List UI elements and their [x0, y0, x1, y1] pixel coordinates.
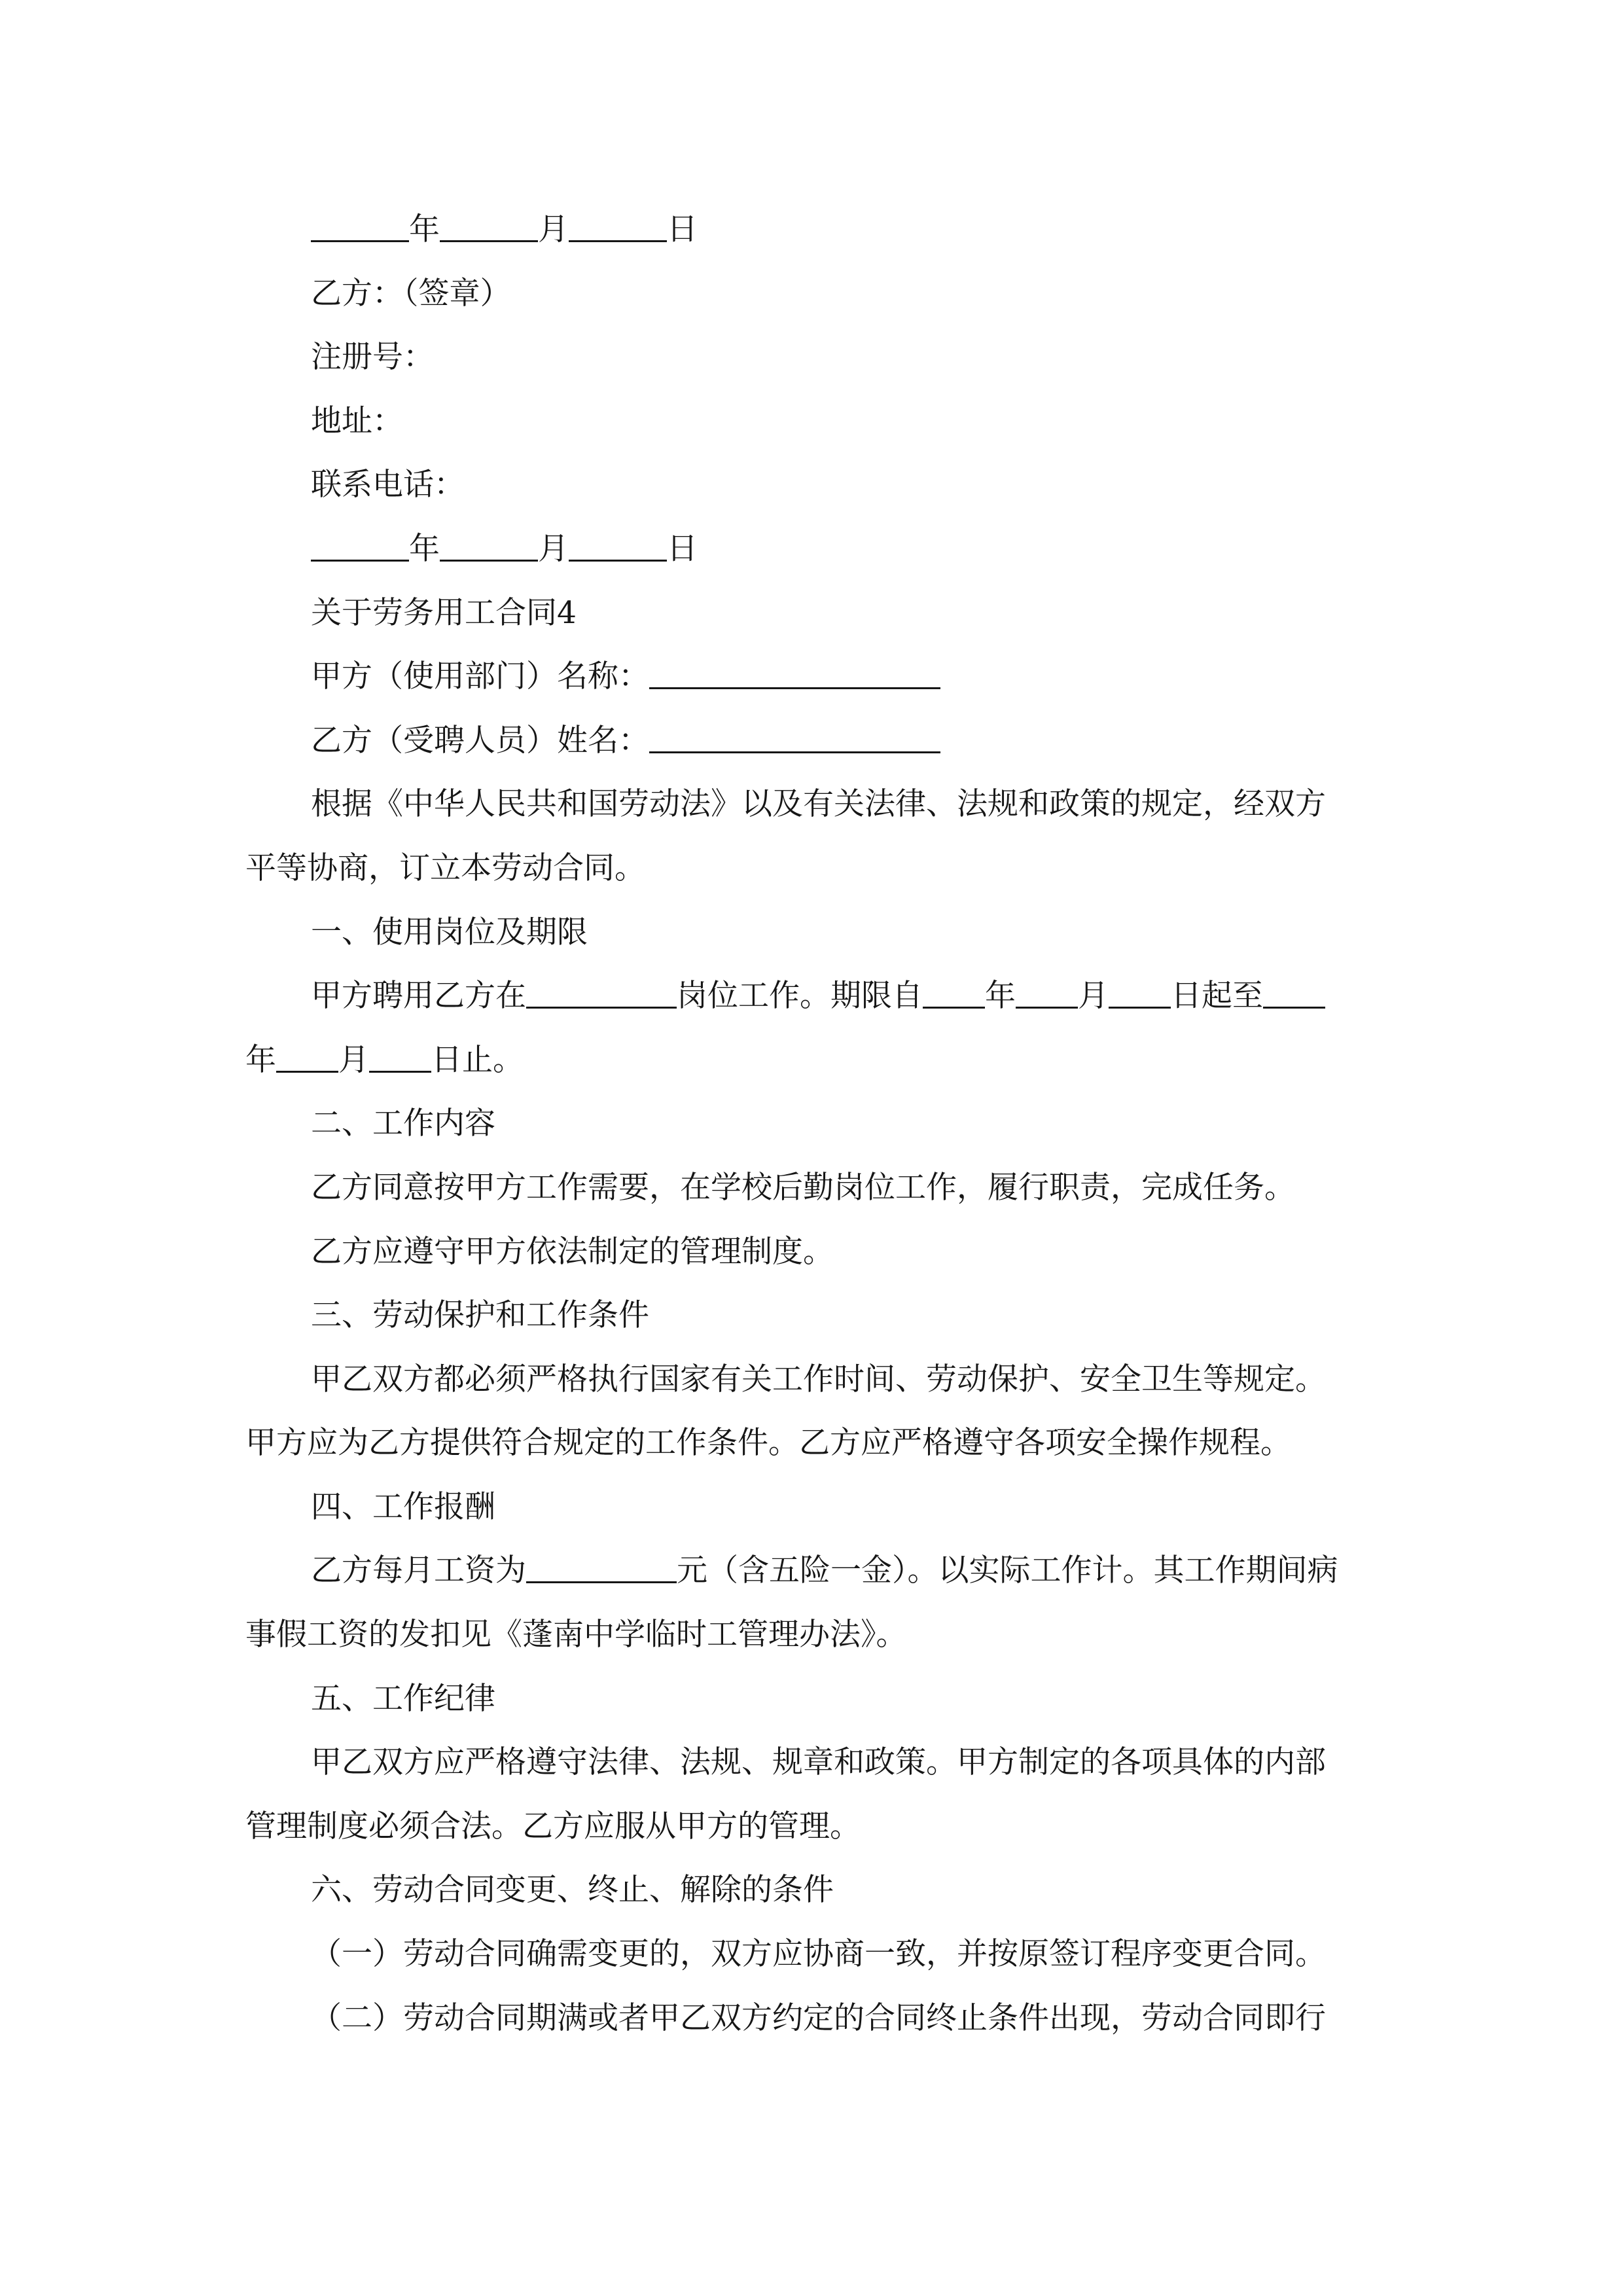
fill-in-blank[interactable] [923, 973, 985, 1009]
line-text: 地址： [311, 403, 403, 439]
text-line [245, 453, 1381, 517]
field-label: 甲方（使用部门）名称： [311, 658, 649, 695]
year-label: 年 [409, 211, 440, 247]
date-line [245, 198, 1381, 262]
text-line [245, 389, 1381, 454]
contract-body [245, 198, 1381, 2050]
term-text: 甲方聘用乙方在 [311, 978, 526, 1014]
line-text: 四、工作报酬 [311, 1488, 495, 1525]
line-text: 事假工资的发扣见《蓬南中学临时工管理办法》。 [245, 1617, 907, 1653]
fill-in-blank[interactable] [526, 973, 677, 1009]
fill-in-blank[interactable] [311, 526, 409, 562]
date-line [245, 517, 1381, 581]
term-text: 岗位工作。期限自 [677, 978, 923, 1014]
day-label: 日 [667, 530, 698, 567]
fill-in-blank[interactable] [440, 526, 538, 562]
text-line [245, 581, 1381, 645]
salary-text: 元（含五险一金）。以实际工作计。其工作期间病 [677, 1552, 1338, 1589]
day-label: 日 [667, 211, 698, 247]
year-label: 年 [985, 978, 1016, 1014]
text-line [245, 1348, 1381, 1412]
text-line [245, 262, 1381, 326]
line-text: 甲方应为乙方提供符合规定的工作条件。乙方应严格遵守各项安全操作规程。 [245, 1425, 1291, 1462]
fill-in-blank[interactable] [1016, 973, 1078, 1009]
line-text: 关于劳务用工合同4 [311, 594, 577, 631]
text-line [245, 1667, 1381, 1731]
text-line [245, 1922, 1381, 1986]
continuation-line [245, 1411, 1381, 1475]
fill-in-blank[interactable] [569, 206, 667, 242]
line-text: 乙方应遵守甲方依法制定的管理制度。 [311, 1233, 834, 1270]
text-line [245, 1283, 1381, 1348]
fill-in-blank[interactable] [526, 1547, 677, 1583]
month-label: 月 [1078, 978, 1109, 1014]
text-line [245, 1092, 1381, 1156]
text-line [245, 772, 1381, 836]
line-text: （一）劳动合同确需变更的，双方应协商一致，并按原签订程序变更合同。 [311, 1936, 1326, 1973]
text-line [245, 1731, 1381, 1795]
continuation-line [245, 1795, 1381, 1859]
term-text: 日止。 [431, 1041, 524, 1078]
text-line [245, 325, 1381, 389]
fill-in-blank[interactable] [649, 717, 940, 753]
term-text: 日起至 [1171, 978, 1263, 1014]
year-label: 年 [245, 1041, 276, 1078]
line-text: 乙方同意按甲方工作需要，在学校后勤岗位工作，履行职责，完成任务。 [311, 1169, 1295, 1206]
fill-in-blank[interactable] [369, 1037, 431, 1073]
field-label: 乙方（受聘人员）姓名： [311, 722, 649, 759]
fill-in-blank[interactable] [569, 526, 667, 562]
continuation-line [245, 836, 1381, 901]
line-text: 六、劳动合同变更、终止、解除的条件 [311, 1872, 834, 1909]
year-label: 年 [409, 530, 440, 567]
text-line [245, 901, 1381, 965]
term-line [245, 964, 1381, 1028]
line-text: 二、工作内容 [311, 1105, 495, 1142]
field-line [245, 709, 1381, 773]
fill-in-blank[interactable] [1109, 973, 1171, 1009]
month-label: 月 [538, 211, 569, 247]
line-text: 平等协商，订立本劳动合同。 [245, 850, 645, 886]
salary-text: 乙方每月工资为 [311, 1552, 526, 1589]
line-text: （二）劳动合同期满或者甲乙双方约定的合同终止条件出现，劳动合同即行 [311, 2000, 1326, 2036]
continuation-line [245, 1603, 1381, 1667]
fill-in-blank[interactable] [311, 206, 409, 242]
field-line [245, 645, 1381, 709]
month-label: 月 [338, 1041, 369, 1078]
line-text: 管理制度必须合法。乙方应服从甲方的管理。 [245, 1808, 861, 1844]
line-text: 一、使用岗位及期限 [311, 914, 588, 950]
line-text: 甲乙双方应严格遵守法律、法规、规章和政策。甲方制定的各项具体的内部 [311, 1744, 1326, 1781]
term-line-end [245, 1028, 1381, 1092]
fill-in-blank[interactable] [440, 206, 538, 242]
salary-line [245, 1539, 1381, 1603]
fill-in-blank[interactable] [276, 1037, 338, 1073]
text-line [245, 1475, 1381, 1539]
line-text: 甲乙双方都必须严格执行国家有关工作时间、劳动保护、安全卫生等规定。 [311, 1361, 1326, 1397]
fill-in-blank[interactable] [1263, 973, 1325, 1009]
month-label: 月 [538, 530, 569, 567]
line-text: 根据《中华人民共和国劳动法》以及有关法律、法规和政策的规定，经双方 [311, 786, 1326, 823]
text-line [245, 1858, 1381, 1922]
text-line [245, 1220, 1381, 1284]
text-line [245, 1156, 1381, 1220]
fill-in-blank[interactable] [649, 653, 940, 689]
line-text: 三、劳动保护和工作条件 [311, 1297, 649, 1334]
line-text: 联系电话： [311, 467, 465, 503]
line-text: 五、工作纪律 [311, 1680, 495, 1717]
text-line [245, 1986, 1381, 2051]
line-text: 注册号： [311, 339, 434, 376]
line-text: 乙方：（签章） [311, 275, 511, 312]
